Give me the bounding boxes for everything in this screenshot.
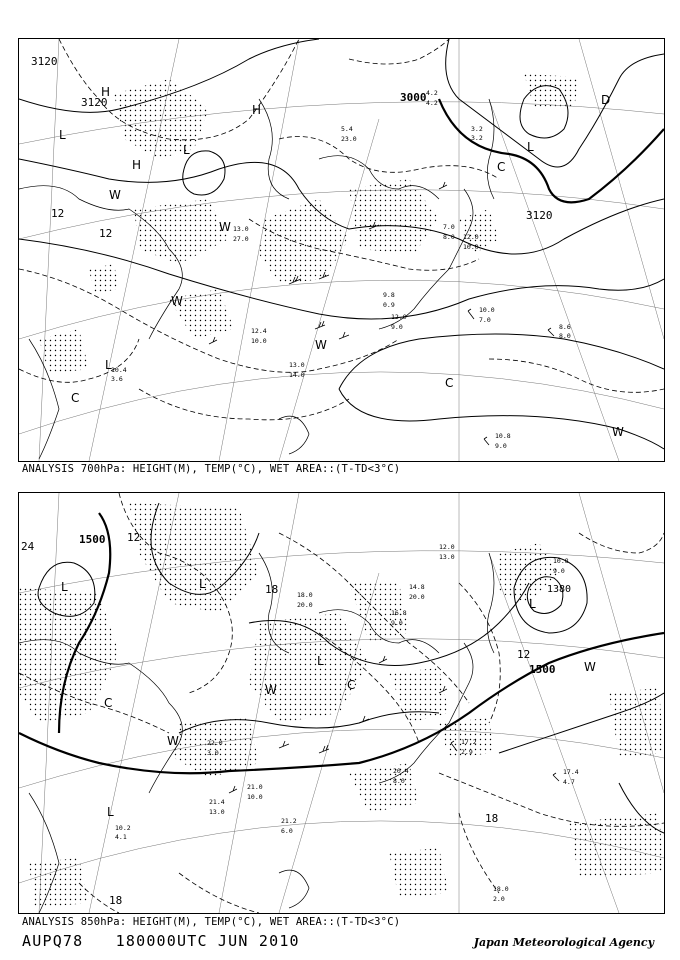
station-dewpoint: 9.0 xyxy=(495,442,507,450)
system-symbol: W xyxy=(219,220,231,234)
station-temperature: 10.8 xyxy=(553,557,569,565)
system-symbol: L xyxy=(105,358,112,372)
system-symbol: W xyxy=(612,425,624,439)
station-temperature: 10.8 xyxy=(495,432,511,440)
contour-label: 1380 xyxy=(547,584,572,595)
contour-label: 24 xyxy=(21,540,35,553)
station-plot xyxy=(391,313,407,331)
system-symbol: H xyxy=(252,103,262,117)
station-dewpoint: 14.0 xyxy=(289,371,305,379)
chart-identifier xyxy=(22,932,322,950)
station-dewpoint: 13.0 xyxy=(439,553,455,561)
station-temperature: 4.2 xyxy=(426,89,438,97)
station-temperature: 21.0 xyxy=(247,783,263,791)
station-plot xyxy=(439,543,455,561)
station-plot xyxy=(115,824,131,841)
station-plot xyxy=(233,225,249,243)
station-temperature: 20.4 xyxy=(393,767,409,775)
system-symbol: W xyxy=(265,683,277,697)
contour-label: 1500 xyxy=(529,663,556,676)
station-dewpoint: 10.0 xyxy=(251,337,267,345)
station-temperature: 5.4 xyxy=(341,125,353,133)
station-temperature: 21.4 xyxy=(209,798,225,806)
system-symbol: L xyxy=(59,128,66,142)
system-symbol: W xyxy=(584,660,596,674)
valid-time: 180000UTC JUN 2010 xyxy=(115,932,300,950)
station-temperature: 18.0 xyxy=(297,591,313,599)
station-dewpoint: 27.0 xyxy=(233,235,249,243)
system-symbol: L xyxy=(61,580,68,594)
station-plot xyxy=(563,768,579,786)
station-dewpoint: 2.9 xyxy=(461,748,473,756)
system-symbol: C xyxy=(347,678,356,692)
station-dewpoint: 4.2 xyxy=(426,99,438,107)
system-symbol: C xyxy=(497,160,506,174)
station-temperature: 21.2 xyxy=(281,817,297,825)
system-symbol: L xyxy=(107,805,114,819)
station-plot xyxy=(247,783,263,801)
station-temperature: 13.0 xyxy=(233,225,249,233)
station-dewpoint: 9.0 xyxy=(553,567,565,575)
station-plot xyxy=(383,291,395,309)
station-plot xyxy=(209,798,225,816)
station-temperature: 8.6 xyxy=(559,323,571,331)
system-symbol: L xyxy=(199,577,206,591)
station-dewpoint: 13.0 xyxy=(209,808,225,816)
map-700hpa xyxy=(19,39,664,461)
station-plot xyxy=(443,223,455,241)
station-dewpoint: 20.0 xyxy=(297,601,313,609)
station-plot xyxy=(559,323,571,340)
station-plot xyxy=(111,366,127,383)
chart-panel-700hpa xyxy=(18,38,665,462)
station-plot xyxy=(426,89,438,107)
station-plot xyxy=(281,817,297,835)
station-temperature: 12.0 xyxy=(463,233,479,241)
contour-label: 18 xyxy=(485,812,499,825)
station-temperature: 12.0 xyxy=(391,313,407,321)
coastline xyxy=(19,99,494,459)
station-plot xyxy=(341,125,357,143)
system-symbol: W xyxy=(315,338,327,352)
station-temperature: 14.8 xyxy=(409,583,425,591)
station-temperature: 9.8 xyxy=(383,291,395,299)
station-temperature: 3.2 xyxy=(471,125,483,133)
station-temperature: 13.0 xyxy=(289,361,305,369)
station-dewpoint: 3.0 xyxy=(207,749,219,757)
station-temperature: 17.2 xyxy=(461,738,477,746)
station-dewpoint: 20.0 xyxy=(409,593,425,601)
station-temperature: 12.4 xyxy=(251,327,267,335)
contour-label: 3000 xyxy=(400,91,427,104)
system-symbol: H xyxy=(101,85,111,99)
station-dewpoint: 3.6 xyxy=(111,375,123,383)
system-symbol: L xyxy=(529,597,536,611)
system-symbol: L xyxy=(527,140,534,154)
system-symbol: W xyxy=(171,294,183,308)
station-dewpoint: 4.7 xyxy=(563,778,575,786)
system-symbol: C xyxy=(104,696,113,710)
system-symbol: W xyxy=(167,734,179,748)
contour-label: 12 xyxy=(517,648,531,661)
station-temperature: 18.0 xyxy=(493,885,509,893)
station-temperature: 12.0 xyxy=(439,543,455,551)
caption-700hpa: ANALYSIS 700hPa: HEIGHT(M), TEMP(°C), WET AREA::(T-TD<3°C) xyxy=(22,463,401,475)
chart-panel-850hpa xyxy=(18,492,665,914)
station-dewpoint: 2.0 xyxy=(493,895,505,903)
station-temperature: 7.0 xyxy=(443,223,455,231)
station-dewpoint: 8.0 xyxy=(559,332,571,340)
station-dewpoint: 8.0 xyxy=(393,777,405,785)
contour-label: 3120 xyxy=(526,209,553,222)
station-dewpoint: 9.0 xyxy=(391,619,403,627)
station-plot xyxy=(493,885,509,903)
contour-label: 12 xyxy=(99,227,113,240)
station-plot xyxy=(289,361,305,379)
station-temperature: 22.0 xyxy=(207,739,223,747)
station-temperature: 10.2 xyxy=(115,824,131,832)
station-dewpoint: 10.0 xyxy=(247,793,263,801)
height-contour-3000 xyxy=(439,99,664,202)
contour-label: 12 xyxy=(51,207,65,220)
station-plot xyxy=(471,125,483,142)
station-temperature: 10.0 xyxy=(479,306,495,314)
map-850hpa xyxy=(19,493,664,913)
contour-label: 3120 xyxy=(81,96,108,109)
contour-label: 1500 xyxy=(79,533,106,546)
station-plot xyxy=(251,327,267,345)
system-symbol: W xyxy=(109,188,121,202)
station-dewpoint: 23.0 xyxy=(341,135,357,143)
station-plot xyxy=(479,306,495,324)
station-plot xyxy=(297,591,313,609)
station-plot xyxy=(553,557,569,575)
system-symbol: H xyxy=(132,158,142,172)
station-dewpoint: 10.0 xyxy=(463,243,479,251)
station-temperature: 10.4 xyxy=(111,366,127,374)
wet-area-stipple xyxy=(39,74,579,374)
station-dewpoint: 7.0 xyxy=(479,316,491,324)
system-symbol: D xyxy=(601,93,611,107)
station-dewpoint: 9.0 xyxy=(391,323,403,331)
system-symbol: L xyxy=(183,143,190,157)
station-temperature: 16.8 xyxy=(391,609,407,617)
caption-850hpa: ANALYSIS 850hPa: HEIGHT(M), TEMP(°C), WET AREA::(T-TD<3°C) xyxy=(22,916,401,928)
station-dewpoint: 3.2 xyxy=(471,134,483,142)
station-plot xyxy=(495,432,511,450)
station-dewpoint: 6.0 xyxy=(281,827,293,835)
system-symbol: C xyxy=(71,391,80,405)
chart-id: AUPQ78 xyxy=(22,932,84,950)
contour-label: 18 xyxy=(109,894,123,907)
station-plot xyxy=(409,583,425,601)
station-dewpoint: 0.9 xyxy=(383,301,395,309)
station-temperature: 17.4 xyxy=(563,768,579,776)
contour-label: 18 xyxy=(265,583,279,596)
contour-label: 12 xyxy=(127,531,141,544)
agency-credit: Japan Meteorological Agency xyxy=(473,936,654,949)
station-dewpoint: 4.1 xyxy=(115,833,127,841)
station-dewpoint: 8.0 xyxy=(443,233,455,241)
system-symbol: C xyxy=(445,376,454,390)
system-symbol: L xyxy=(317,654,324,668)
contour-label: 3120 xyxy=(31,55,58,68)
